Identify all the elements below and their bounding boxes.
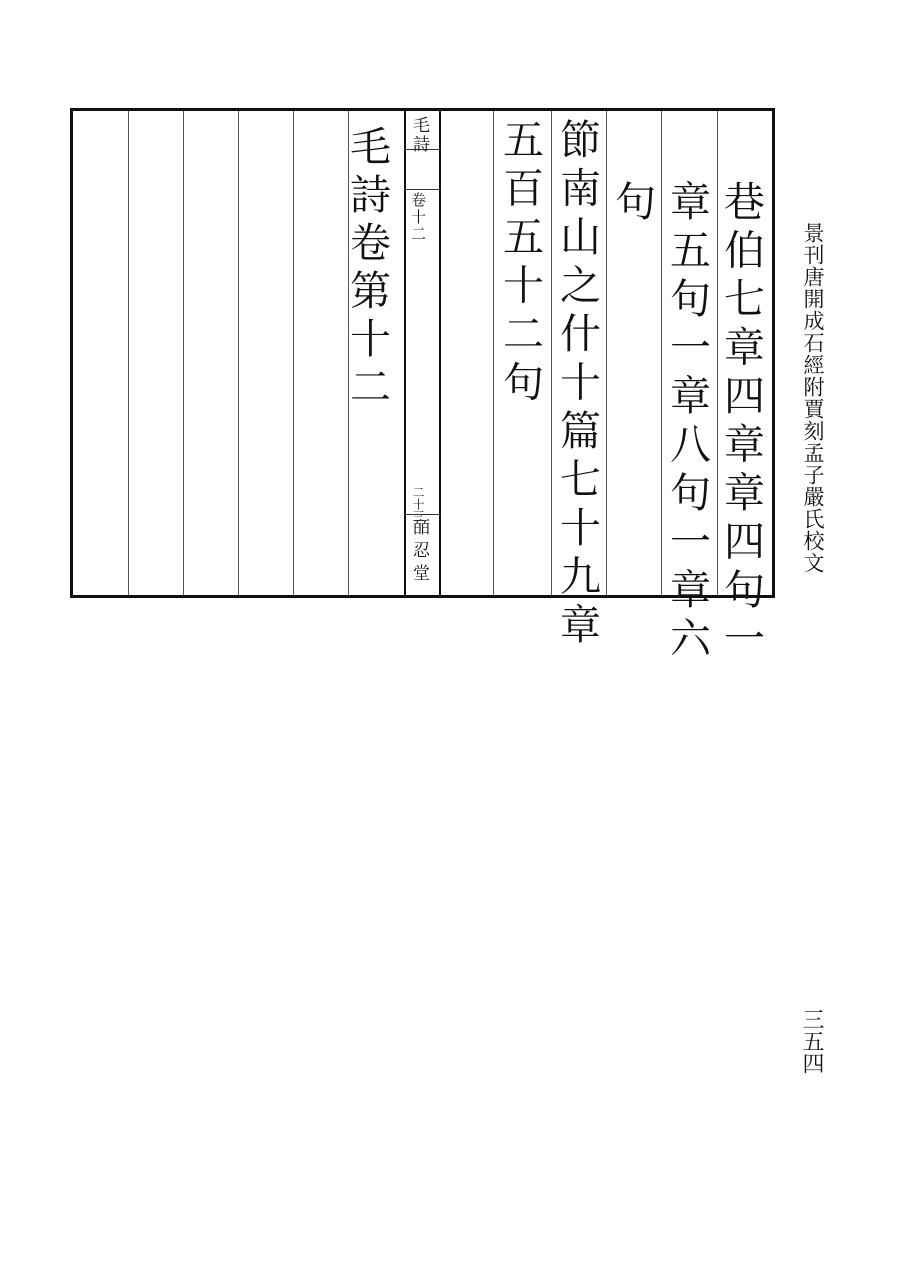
center-column-rule-left: [404, 111, 406, 595]
column-rule: [493, 111, 494, 595]
text-column-2: 章五句一章八句一章六: [663, 180, 711, 665]
column-rule: [128, 111, 129, 595]
column-rule: [293, 111, 294, 595]
column-rule: [183, 111, 184, 595]
column-rule: [238, 111, 239, 595]
text-column-3: 句: [608, 180, 656, 229]
center-column-rule-right: [439, 111, 441, 595]
side-series-title: 景刊唐開成石經附賈刻孟子嚴氏校文: [801, 222, 825, 574]
center-book-title: 毛詩: [409, 116, 429, 154]
column-rule: [551, 111, 552, 595]
center-juan: 卷十二: [409, 192, 427, 243]
text-column-4: 節南山之什十篇七十九章: [553, 118, 601, 652]
column-rule: [606, 111, 607, 595]
center-divider: [404, 189, 441, 190]
text-column-1: 巷伯七章四章章四句一: [717, 180, 765, 665]
column-rule: [661, 111, 662, 595]
page-number: 三五四: [799, 1008, 824, 1074]
text-column-5: 五百五十二句: [496, 118, 544, 409]
center-folio-number: 二十三: [411, 486, 425, 522]
volume-end-title: 毛詩卷第十二: [343, 125, 391, 413]
center-studio-name: 皕忍堂: [409, 518, 429, 587]
